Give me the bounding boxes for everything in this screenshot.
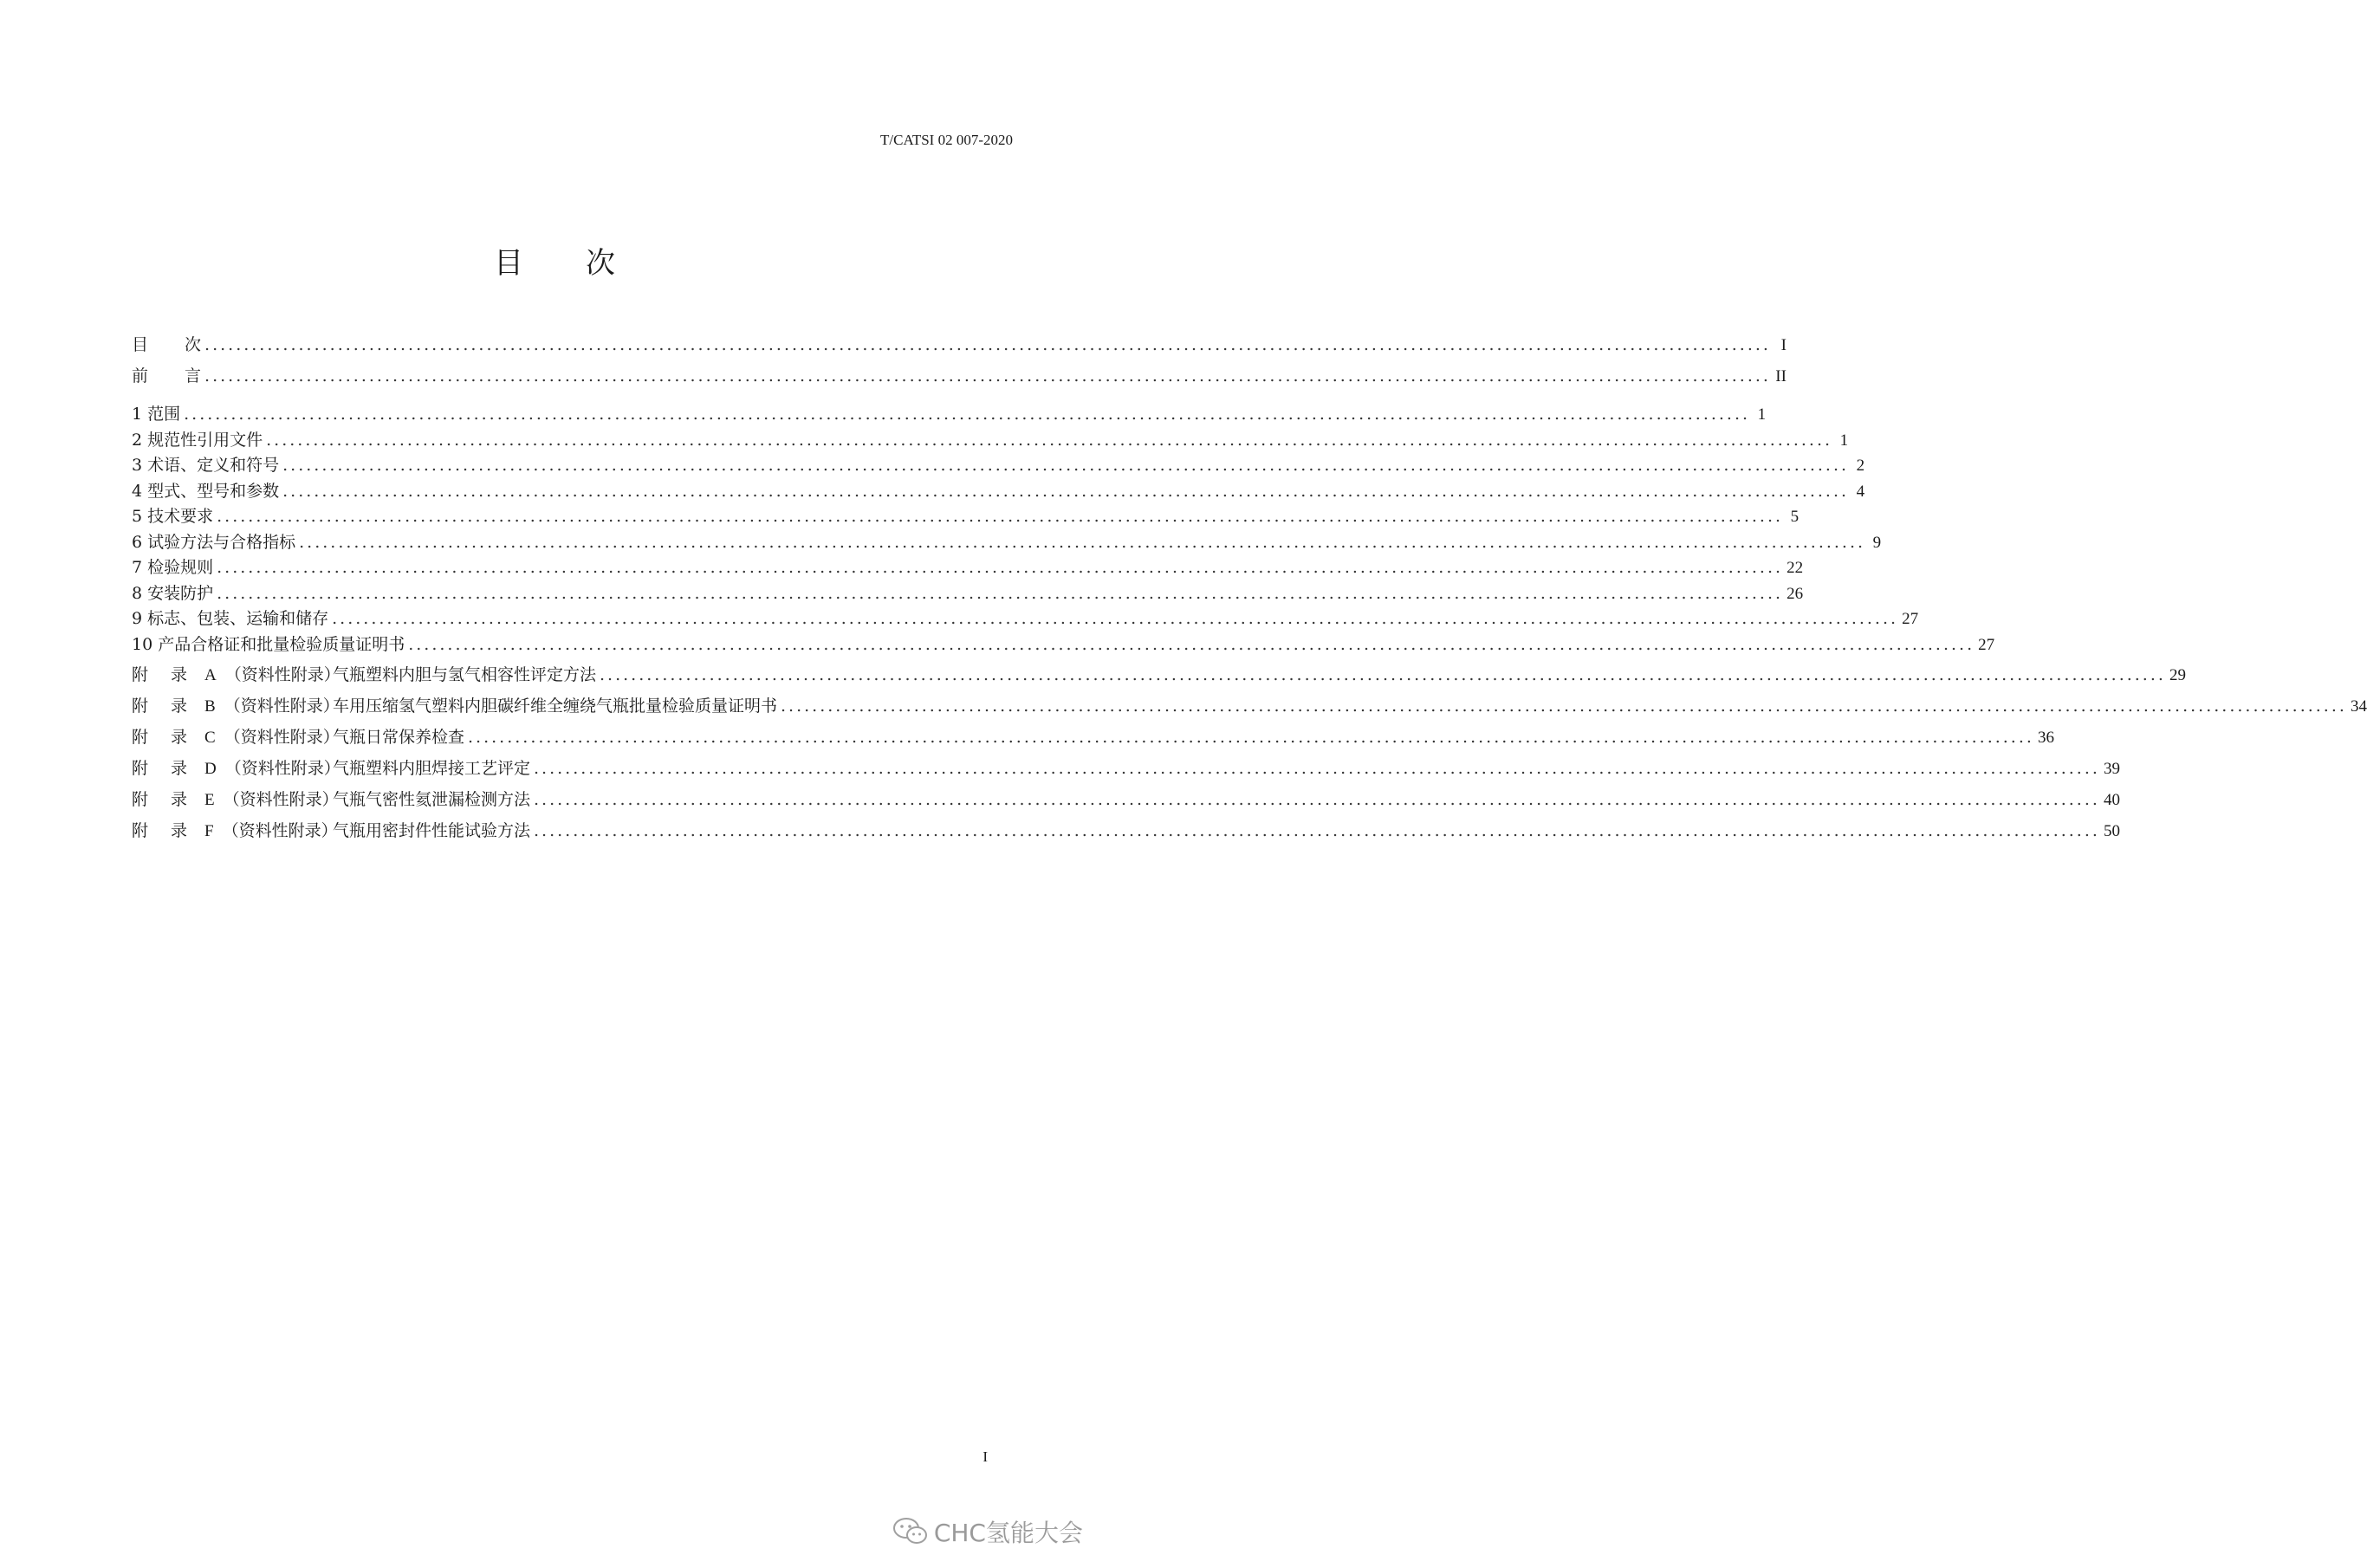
leader-dots: ........................................................................................................................................................................................................ xyxy=(204,366,1771,386)
toc-entry-chapter[interactable] xyxy=(132,554,1804,580)
toc-entry-chapter[interactable] xyxy=(132,632,1995,658)
title-part-1: 目 xyxy=(494,246,523,281)
toc-label: 2 规范性引用文件 xyxy=(132,430,263,450)
toc-label: 3 术语、定义和符号 xyxy=(132,456,280,475)
leader-dots: ........................................................................................................................................................................................................ xyxy=(408,634,1975,654)
appendix-word: 附 xyxy=(132,821,149,840)
toc-page-number: 34 xyxy=(2350,697,2367,716)
page-title xyxy=(0,239,1109,282)
appendix-letter: F xyxy=(204,822,214,840)
appendix-title: 气瓶用密封件性能试验方法 xyxy=(333,821,531,840)
appendix-word: 录 xyxy=(171,821,188,840)
leader-dots: ........................................................................................................................................................................................................ xyxy=(299,532,1866,552)
toc-label: 1 范围 xyxy=(132,405,181,424)
leader-dots: ........................................................................................................................................................................................................ xyxy=(468,728,2034,747)
appendix-word: 附 xyxy=(132,665,149,684)
toc-page-number: 27 xyxy=(1902,610,1919,628)
appendix-word: 附 xyxy=(132,790,149,809)
appendix-letter: E xyxy=(204,791,215,809)
toc-page-number: 36 xyxy=(2037,729,2054,747)
appendix-title: 气瓶塑料内胆焊接工艺评定 xyxy=(333,759,531,778)
toc-page-number: 29 xyxy=(2169,666,2186,684)
appendix-type: （资料性附录） xyxy=(224,728,340,747)
toc-label: 4 型式、型号和参数 xyxy=(132,481,280,501)
toc-label: 5 技术要求 xyxy=(132,507,214,526)
toc-entry-contents[interactable] xyxy=(132,332,1787,363)
appendix-letter: C xyxy=(204,729,216,747)
appendix-word: 录 xyxy=(171,790,188,809)
leader-dots: ........................................................................................................................................................................................................ xyxy=(217,507,1784,526)
toc-label: 前 xyxy=(132,366,149,386)
leader-dots: ........................................................................................................................................................................................................ xyxy=(217,583,1784,603)
appendix-title: 气瓶气密性氦泄漏检测方法 xyxy=(333,790,531,809)
toc-page-number: 1 xyxy=(1839,431,1849,450)
appendix-word: 录 xyxy=(171,665,188,684)
toc-page-number: I xyxy=(1780,336,1787,354)
watermark xyxy=(892,1514,1083,1549)
appendix-type: （资料性附录） xyxy=(224,759,340,778)
toc-entry-chapter[interactable] xyxy=(132,606,1919,632)
toc-page-number: 39 xyxy=(2103,760,2120,778)
appendix-letter: B xyxy=(204,697,216,716)
leader-dots: ........................................................................................................................................................................................................ xyxy=(282,481,1850,501)
toc-entry-chapter[interactable] xyxy=(132,452,1865,478)
toc-label: 9 标志、包装、运输和储存 xyxy=(132,609,329,628)
appendix-word: 附 xyxy=(132,728,149,747)
toc-label: 7 检验规则 xyxy=(132,558,214,577)
toc-entry-chapter[interactable] xyxy=(132,427,1849,453)
appendix-title: 气瓶日常保养检查 xyxy=(333,728,465,747)
leader-dots: ........................................................................................................................................................................................................ xyxy=(600,665,2166,684)
toc-label: 10 产品合格证和批量检验质量证明书 xyxy=(132,634,405,654)
toc-entry-appendix-c[interactable] xyxy=(132,724,2054,755)
toc-entry-appendix-b[interactable] xyxy=(132,693,2367,724)
toc-page-number: 22 xyxy=(1787,559,1804,577)
toc-label: 8 安装防护 xyxy=(132,583,214,603)
appendix-type: （资料性附录） xyxy=(222,821,338,840)
leader-dots: ........................................................................................................................................................................................................ xyxy=(282,456,1850,475)
toc-entry-chapter[interactable] xyxy=(132,478,1865,504)
appendix-word: 录 xyxy=(171,728,188,747)
leader-dots: ........................................................................................................................................................................................................ xyxy=(781,697,2347,716)
toc-page-number: 9 xyxy=(1872,533,1882,552)
toc-label: 目 xyxy=(132,335,149,354)
appendix-word: 录 xyxy=(171,759,188,778)
toc-entry-foreword[interactable] xyxy=(132,363,1787,394)
toc-page-number: 5 xyxy=(1790,508,1800,526)
toc-label: 言 xyxy=(185,366,202,386)
appendix-type: （资料性附录） xyxy=(224,697,340,716)
toc-entry-appendix-f[interactable] xyxy=(132,818,2120,849)
leader-dots: ........................................................................................................................................................................................................ xyxy=(534,821,2100,840)
appendix-letter: A xyxy=(204,666,217,684)
toc-label: 6 试验方法与合格指标 xyxy=(132,532,296,552)
table-of-contents xyxy=(132,332,2367,849)
leader-dots: ........................................................................................................................................................................................................ xyxy=(204,335,1771,354)
leader-dots: ........................................................................................................................................................................................................ xyxy=(534,759,2100,778)
toc-page-number: 26 xyxy=(1787,584,1804,603)
toc-entry-appendix-e[interactable] xyxy=(132,787,2120,818)
toc-page-number: 2 xyxy=(1856,457,1865,475)
title-part-2: 次 xyxy=(586,246,615,281)
appendix-word: 附 xyxy=(132,697,149,716)
toc-entry-appendix-d[interactable] xyxy=(132,755,2120,787)
footer-page-number: I xyxy=(982,1448,988,1465)
appendix-type: （资料性附录） xyxy=(224,665,340,684)
watermark-text: CHC氢能大会 xyxy=(933,1519,1083,1547)
toc-page-number: 50 xyxy=(2103,822,2120,840)
leader-dots: ........................................................................................................................................................................................................ xyxy=(332,609,1899,628)
appendix-word: 录 xyxy=(171,697,188,716)
toc-entry-chapter[interactable] xyxy=(132,503,1800,529)
toc-page-number: 4 xyxy=(1856,482,1865,501)
leader-dots: ........................................................................................................................................................................................................ xyxy=(217,558,1784,577)
toc-page-number: II xyxy=(1775,367,1787,386)
appendix-title: 车用压缩氢气塑料内胆碳纤维全缠绕气瓶批量检验质量证明书 xyxy=(333,697,778,716)
leader-dots: ........................................................................................................................................................................................................ xyxy=(184,405,1751,424)
toc-entry-appendix-a[interactable] xyxy=(132,662,2186,693)
leader-dots: ........................................................................................................................................................................................................ xyxy=(266,430,1833,450)
appendix-type: （资料性附录） xyxy=(223,790,339,809)
appendix-word: 附 xyxy=(132,759,149,778)
toc-entry-chapter[interactable] xyxy=(132,529,1882,555)
toc-label: 次 xyxy=(185,335,202,354)
document-code: T/CATSI 02 007-2020 xyxy=(880,132,1013,148)
toc-page-number: 27 xyxy=(1978,635,1995,654)
leader-dots: ........................................................................................................................................................................................................ xyxy=(534,790,2100,809)
toc-page-number: 40 xyxy=(2103,791,2120,809)
toc-entry-chapter[interactable] xyxy=(132,580,1804,606)
wechat-icon xyxy=(892,1517,929,1546)
appendix-title: 气瓶塑料内胆与氢气相容性评定方法 xyxy=(333,665,597,684)
toc-entry-chapter[interactable] xyxy=(132,401,1767,427)
appendix-letter: D xyxy=(204,760,217,778)
toc-page-number: 1 xyxy=(1757,405,1767,424)
